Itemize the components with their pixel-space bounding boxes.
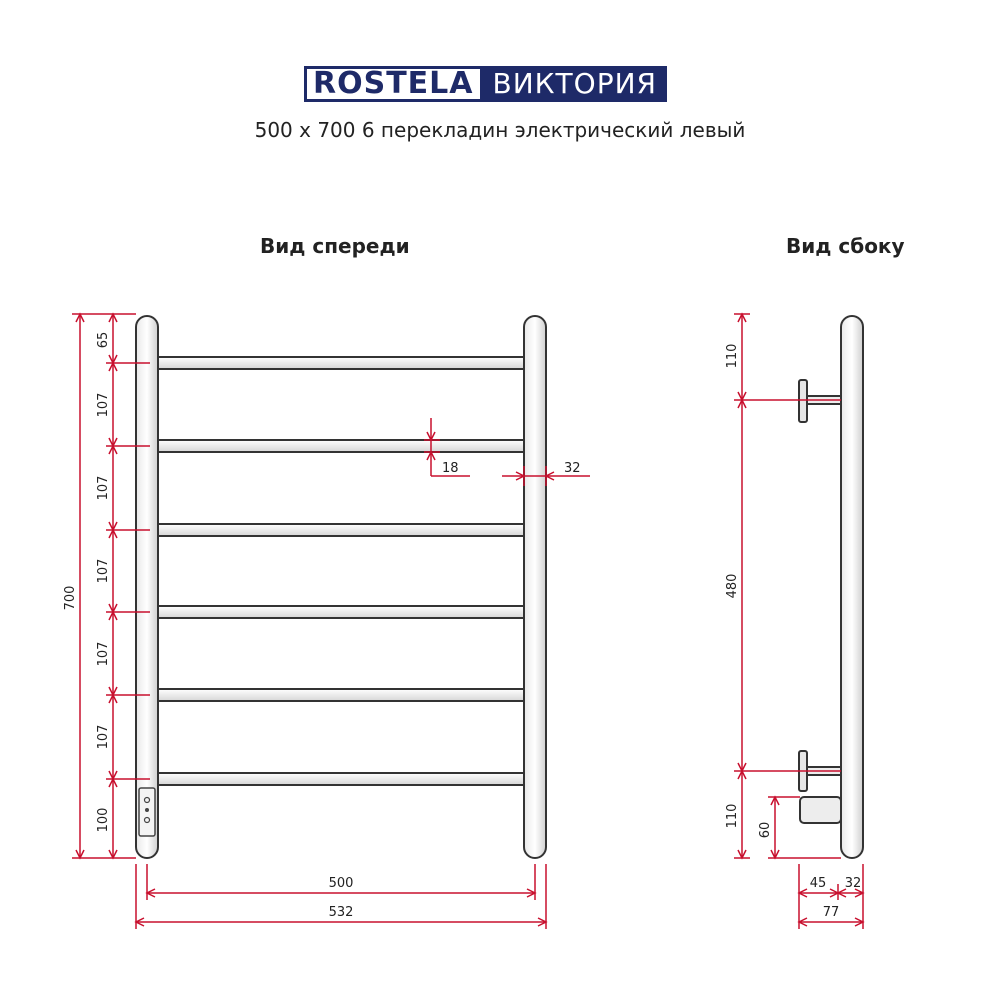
- dim-side-top: 110: [725, 343, 740, 369]
- heater-control: [139, 788, 155, 836]
- dim-spacing-3: 107: [96, 558, 111, 584]
- right-post: [524, 316, 546, 858]
- side-post: [841, 316, 863, 858]
- logo-brand: ROSTELA: [304, 66, 483, 102]
- dim-side-mount-spacing: 480: [725, 573, 740, 599]
- side-view-title: Вид сбоку: [786, 234, 905, 258]
- rail-5: [150, 689, 530, 701]
- dim-side-total-depth: 77: [822, 905, 840, 920]
- rail-6: [150, 773, 530, 785]
- product-subtitle: 500 x 700 6 перекладин электрический левый: [254, 118, 746, 142]
- dim-bottom-offset: 100: [96, 807, 111, 833]
- dim-total-height: 700: [63, 585, 78, 611]
- dim-post-diameter: 32: [564, 461, 581, 476]
- upper-bracket: [799, 380, 841, 422]
- dim-inner-width: 500: [328, 876, 354, 891]
- dim-spacing-2: 107: [96, 475, 111, 501]
- rail-2: [150, 440, 530, 452]
- front-view: [63, 314, 590, 929]
- rail-1: [150, 357, 530, 369]
- dim-side-bottom: 110: [725, 803, 740, 829]
- front-view-title: Вид спереди: [260, 234, 410, 258]
- dim-side-post: 32: [844, 876, 862, 891]
- rail-3: [150, 524, 530, 536]
- logo-model: ВИКТОРИЯ: [483, 66, 667, 102]
- dim-spacing-4: 107: [96, 641, 111, 667]
- side-view: [725, 314, 863, 929]
- heater-body: [800, 797, 841, 823]
- dim-rail-thickness: 18: [442, 461, 459, 476]
- left-post: [136, 316, 158, 858]
- dim-spacing-5: 107: [96, 724, 111, 750]
- dim-heater-height: 60: [758, 821, 773, 839]
- rail-4: [150, 606, 530, 618]
- dim-side-offset: 45: [809, 876, 827, 891]
- dim-outer-width: 532: [328, 905, 354, 920]
- dim-top-offset: 65: [96, 331, 111, 349]
- dim-spacing-1: 107: [96, 392, 111, 418]
